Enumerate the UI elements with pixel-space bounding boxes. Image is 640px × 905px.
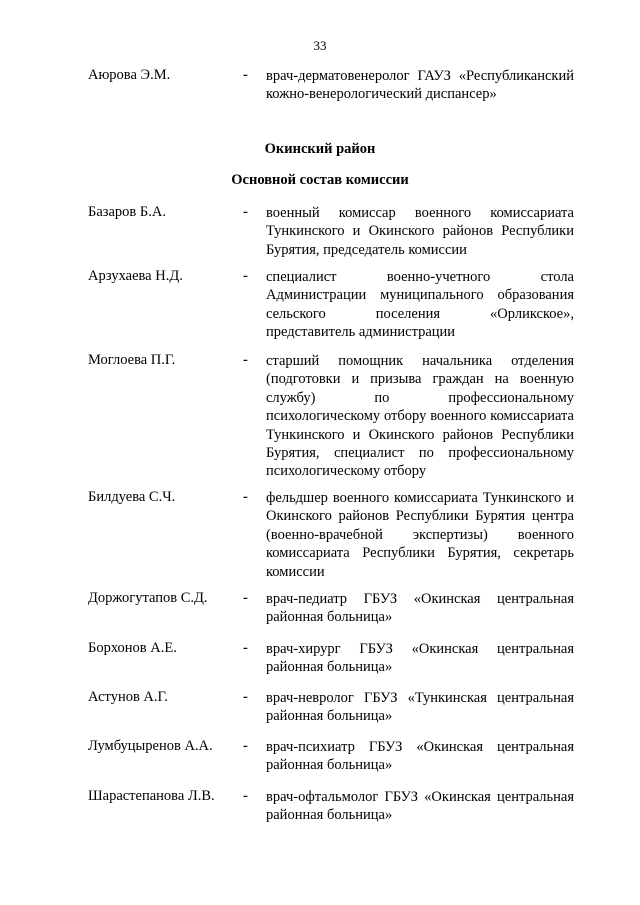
member-description: специалист военно-учетного стола Администрации муниципального образования сельского поселения «Орликское», представитель администрации [266, 269, 574, 341]
dash-separator: - [243, 204, 248, 220]
member-entry [88, 67, 574, 104]
member-entry [88, 738, 574, 775]
district-heading: Окинский район [264, 141, 376, 157]
member-entry [88, 590, 574, 627]
dash-separator: - [243, 689, 248, 705]
member-description: врач-офтальмолог ГБУЗ «Окинская центральная районная больница» [266, 789, 574, 824]
member-entry [88, 640, 574, 677]
member-entry [88, 689, 574, 726]
dash-separator: - [243, 640, 248, 656]
member-entry [88, 268, 574, 342]
dash-separator: - [243, 788, 248, 804]
member-description: врач-психиатр ГБУЗ «Окинская центральная районная больница» [266, 739, 574, 774]
section-heading: Основной состав комиссии [231, 172, 409, 188]
member-name: Шарастепанова Л.В. [88, 788, 215, 804]
member-name: Астунов А.Г. [88, 689, 168, 705]
member-description: врач-хирург ГБУЗ «Окинская центральная районная больница» [266, 641, 574, 676]
page-number: 33 [313, 38, 327, 53]
member-name: Билдуева С.Ч. [88, 489, 176, 505]
member-entry [88, 352, 574, 481]
member-name: Доржогутапов С.Д. [88, 590, 208, 606]
member-entry [88, 489, 574, 581]
dash-separator: - [243, 738, 248, 754]
member-description: врач-невролог ГБУЗ «Тункинская центральная районная больница» [266, 690, 574, 725]
member-entry [88, 788, 574, 825]
dash-separator: - [243, 489, 248, 505]
member-entry [88, 204, 574, 259]
member-name: Аюрова Э.М. [88, 67, 171, 83]
dash-separator: - [243, 268, 248, 284]
member-name: Моглоева П.Г. [88, 352, 176, 368]
member-description: фельдшер военного комиссариата Тункинского и Окинского районов Республики Бурятия центра (военно-врачебной экспертизы) военного комиссариата Республики Бурятия, секретарь комиссии [266, 490, 574, 580]
member-name: Борхонов А.Е. [88, 640, 177, 656]
member-name: Арзухаева Н.Д. [88, 268, 183, 284]
dash-separator: - [243, 67, 248, 83]
member-name: Базаров Б.А. [88, 204, 166, 220]
member-description: врач-дерматовенеролог ГАУЗ «Республиканский кожно-венерологический диспансер» [266, 68, 574, 103]
dash-separator: - [243, 590, 248, 606]
dash-separator: - [243, 352, 248, 368]
member-description: старший помощник начальника отделения (подготовки и призыва граждан на военную службу) по профессиональному психологическому отбору военного комиссариата Тункинского и Окинского районов Республики Бурятия, специалист по профессиональному психологическому отбору [266, 353, 574, 480]
member-description: врач-педиатр ГБУЗ «Окинская центральная районная больница» [266, 591, 574, 626]
member-name: Лумбуцыренов А.А. [88, 738, 213, 754]
member-description: военный комиссар военного комиссариата Тункинского и Окинского районов Республики Бурятия, председатель комиссии [266, 205, 574, 258]
